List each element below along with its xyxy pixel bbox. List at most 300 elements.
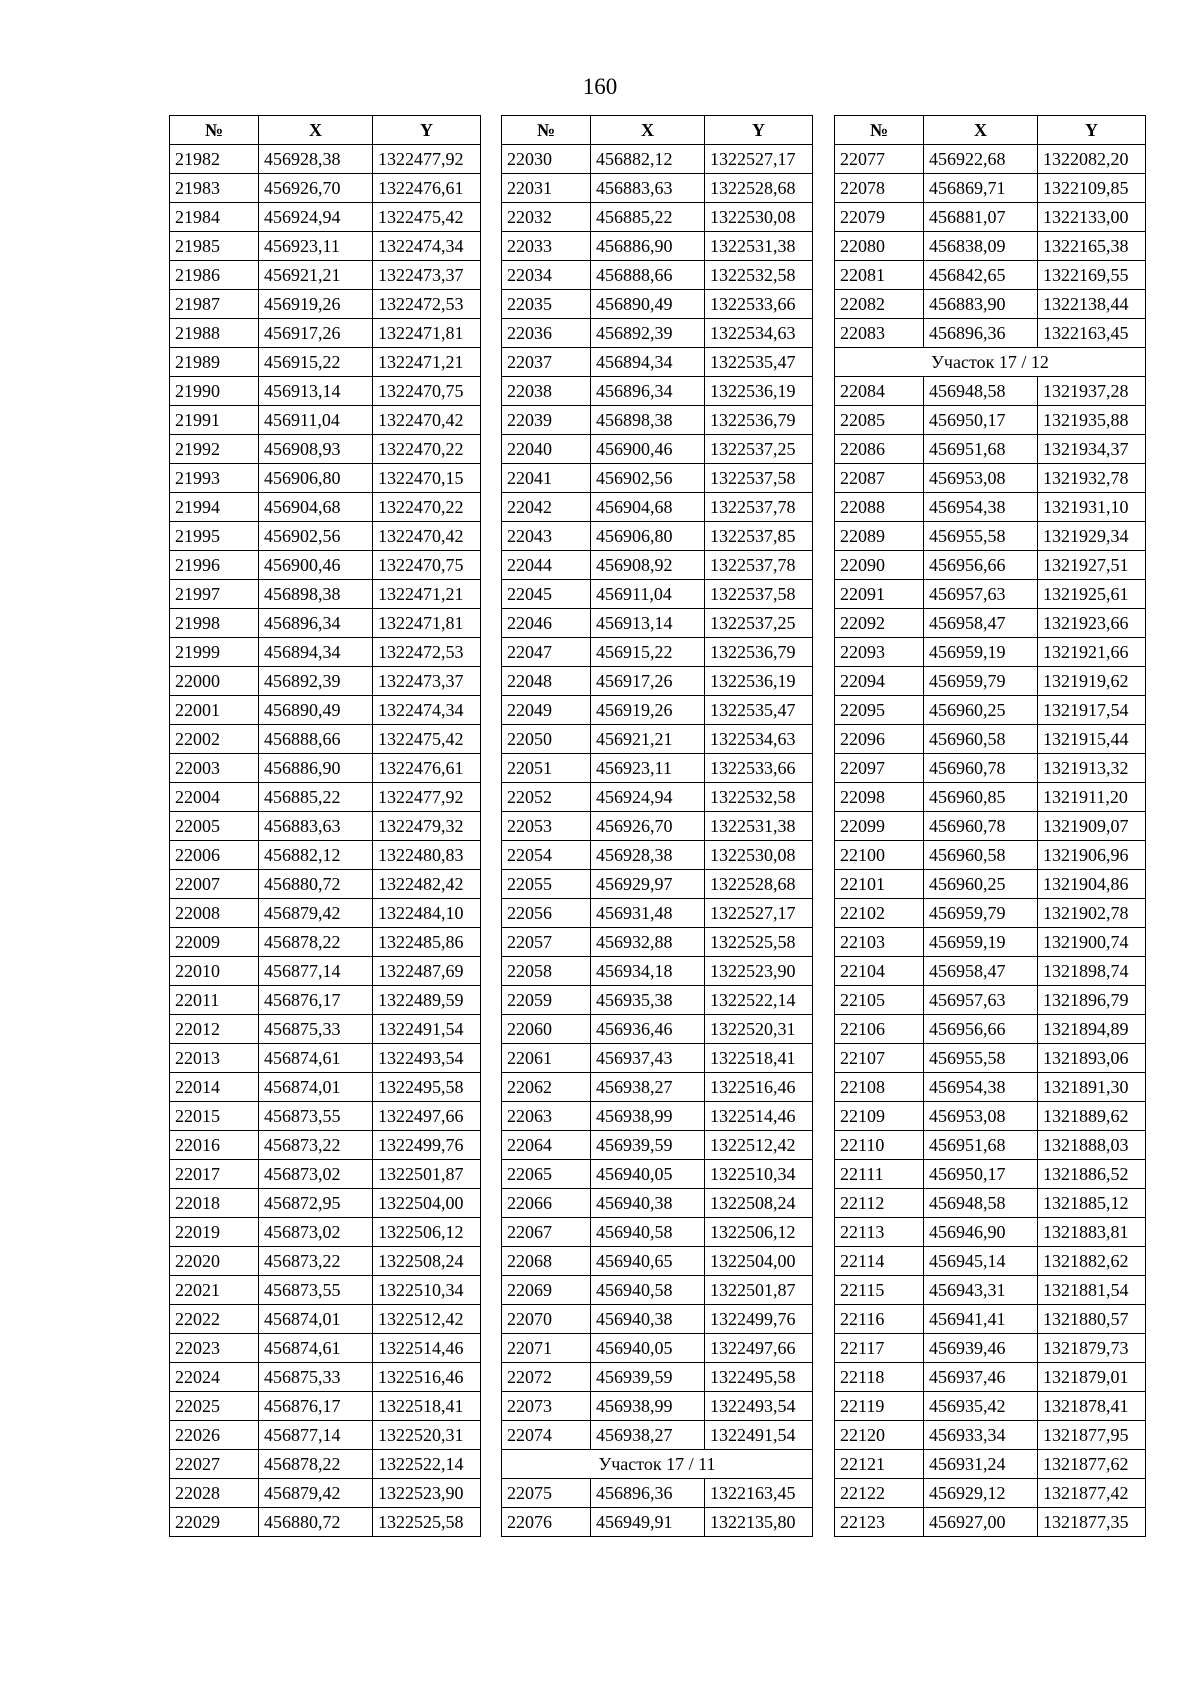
cell-y: 1322534,63	[705, 319, 813, 348]
cell-y: 1322470,75	[373, 377, 481, 406]
table-row	[170, 841, 481, 870]
cell-x: 456926,70	[259, 174, 373, 203]
cell-x: 456838,09	[924, 232, 1038, 261]
table-row	[502, 928, 813, 957]
cell-x: 456913,14	[591, 609, 705, 638]
cell-x: 456943,31	[924, 1276, 1038, 1305]
cell-number: 22059	[502, 986, 591, 1015]
cell-y: 1322479,32	[373, 812, 481, 841]
cell-number: 22118	[835, 1363, 924, 1392]
cell-y: 1322537,78	[705, 493, 813, 522]
cell-y: 1322480,83	[373, 841, 481, 870]
table-row	[835, 870, 1146, 899]
cell-y: 1322489,59	[373, 986, 481, 1015]
cell-y: 1322471,21	[373, 348, 481, 377]
table-row	[502, 203, 813, 232]
cell-number: 22096	[835, 725, 924, 754]
cell-number: 22109	[835, 1102, 924, 1131]
table-row	[170, 1305, 481, 1334]
page-number: 160	[582, 74, 618, 99]
cell-x: 456940,65	[591, 1247, 705, 1276]
cell-number: 21990	[170, 377, 259, 406]
cell-number: 22016	[170, 1131, 259, 1160]
cell-y: 1321900,74	[1038, 928, 1146, 957]
cell-number: 22091	[835, 580, 924, 609]
cell-y: 1322533,66	[705, 754, 813, 783]
table-row	[170, 870, 481, 899]
cell-x: 456940,58	[591, 1276, 705, 1305]
cell-x: 456886,90	[591, 232, 705, 261]
cell-y: 1322499,76	[373, 1131, 481, 1160]
cell-y: 1322109,85	[1038, 174, 1146, 203]
table-row	[170, 1508, 481, 1537]
cell-y: 1322470,22	[373, 493, 481, 522]
table-row	[835, 986, 1146, 1015]
table-row	[170, 1189, 481, 1218]
table-row	[170, 667, 481, 696]
cell-number: 22061	[502, 1044, 591, 1073]
cell-x: 456896,36	[924, 319, 1038, 348]
cell-y: 1321891,30	[1038, 1073, 1146, 1102]
table-row	[502, 1015, 813, 1044]
cell-number: 22028	[170, 1479, 259, 1508]
cell-number: 22067	[502, 1218, 591, 1247]
cell-number: 22027	[170, 1450, 259, 1479]
cell-number: 22082	[835, 290, 924, 319]
table-header-row	[502, 116, 813, 145]
cell-number: 22044	[502, 551, 591, 580]
table-row	[170, 1247, 481, 1276]
cell-x: 456888,66	[591, 261, 705, 290]
table-row	[502, 841, 813, 870]
table-row	[502, 1421, 813, 1450]
table-row	[502, 638, 813, 667]
cell-y: 1322501,87	[373, 1160, 481, 1189]
cell-x: 456945,14	[924, 1247, 1038, 1276]
cell-number: 22049	[502, 696, 591, 725]
table-row	[502, 899, 813, 928]
cell-x: 456919,26	[591, 696, 705, 725]
table-row	[835, 551, 1146, 580]
cell-y: 1322516,46	[705, 1073, 813, 1102]
cell-y: 1322537,25	[705, 609, 813, 638]
cell-number: 22062	[502, 1073, 591, 1102]
cell-x: 456928,38	[259, 145, 373, 174]
coordinates-table-1	[169, 115, 481, 1537]
cell-number: 22057	[502, 928, 591, 957]
cell-number: 22097	[835, 754, 924, 783]
table-row	[502, 232, 813, 261]
cell-number: 21984	[170, 203, 259, 232]
cell-y: 1322527,17	[705, 145, 813, 174]
cell-y: 1322504,00	[705, 1247, 813, 1276]
table-row	[170, 1102, 481, 1131]
table-row	[170, 957, 481, 986]
cell-x: 456883,63	[259, 812, 373, 841]
cell-x: 456894,34	[259, 638, 373, 667]
table-row	[170, 1334, 481, 1363]
table-row	[502, 580, 813, 609]
cell-y: 1321927,51	[1038, 551, 1146, 580]
cell-number: 21985	[170, 232, 259, 261]
cell-y: 1322537,58	[705, 464, 813, 493]
table-row	[502, 1479, 813, 1508]
cell-y: 1321902,78	[1038, 899, 1146, 928]
cell-y: 1322082,20	[1038, 145, 1146, 174]
cell-x: 456911,04	[591, 580, 705, 609]
cell-x: 456919,26	[259, 290, 373, 319]
cell-number: 22054	[502, 841, 591, 870]
table-row	[170, 203, 481, 232]
cell-number: 22079	[835, 203, 924, 232]
table-row	[835, 638, 1146, 667]
cell-x: 456938,99	[591, 1392, 705, 1421]
cell-y: 1322536,79	[705, 406, 813, 435]
cell-x: 456938,99	[591, 1102, 705, 1131]
cell-x: 456946,90	[924, 1218, 1038, 1247]
table-row	[170, 754, 481, 783]
table-row	[502, 522, 813, 551]
cell-y: 1322163,45	[1038, 319, 1146, 348]
cell-number: 22034	[502, 261, 591, 290]
cell-y: 1322477,92	[373, 145, 481, 174]
cell-x: 456960,78	[924, 812, 1038, 841]
cell-y: 1322531,38	[705, 232, 813, 261]
cell-x: 456906,80	[259, 464, 373, 493]
cell-y: 1322514,46	[373, 1334, 481, 1363]
table-row	[170, 1015, 481, 1044]
table-row	[835, 1421, 1146, 1450]
cell-y: 1322471,81	[373, 609, 481, 638]
table-row	[502, 377, 813, 406]
cell-x: 456938,27	[591, 1421, 705, 1450]
cell-number: 22089	[835, 522, 924, 551]
cell-x: 456874,61	[259, 1334, 373, 1363]
table-row	[170, 1392, 481, 1421]
cell-number: 22014	[170, 1073, 259, 1102]
cell-y: 1321880,57	[1038, 1305, 1146, 1334]
table-row	[502, 1363, 813, 1392]
table-row	[170, 261, 481, 290]
table-row	[835, 377, 1146, 406]
table-row	[502, 435, 813, 464]
cell-y: 1322493,54	[705, 1392, 813, 1421]
cell-number: 22039	[502, 406, 591, 435]
cell-x: 456873,55	[259, 1276, 373, 1305]
cell-x: 456881,07	[924, 203, 1038, 232]
cell-x: 456879,42	[259, 899, 373, 928]
cell-x: 456940,58	[591, 1218, 705, 1247]
cell-x: 456924,94	[591, 783, 705, 812]
cell-x: 456939,59	[591, 1131, 705, 1160]
table-row	[835, 464, 1146, 493]
cell-y: 1321898,74	[1038, 957, 1146, 986]
table-row	[835, 783, 1146, 812]
table-row	[835, 754, 1146, 783]
cell-x: 456959,79	[924, 667, 1038, 696]
table-row	[170, 319, 481, 348]
cell-y: 1322497,66	[373, 1102, 481, 1131]
cell-y: 1322474,34	[373, 696, 481, 725]
cell-x: 456877,14	[259, 957, 373, 986]
table-row	[835, 609, 1146, 638]
table-row	[502, 319, 813, 348]
cell-y: 1322537,25	[705, 435, 813, 464]
cell-y: 1322534,63	[705, 725, 813, 754]
table-row	[170, 493, 481, 522]
cell-x: 456937,46	[924, 1363, 1038, 1392]
cell-number: 22119	[835, 1392, 924, 1421]
cell-x: 456955,58	[924, 522, 1038, 551]
cell-x: 456960,58	[924, 841, 1038, 870]
cell-y: 1322472,53	[373, 290, 481, 319]
cell-number: 22075	[502, 1479, 591, 1508]
header-x: X	[924, 116, 1038, 145]
cell-y: 1322514,46	[705, 1102, 813, 1131]
cell-y: 1321877,62	[1038, 1450, 1146, 1479]
cell-x: 456873,55	[259, 1102, 373, 1131]
cell-y: 1322512,42	[373, 1305, 481, 1334]
table-row	[502, 812, 813, 841]
header-y: Y	[705, 116, 813, 145]
cell-y: 1321904,86	[1038, 870, 1146, 899]
cell-number: 22053	[502, 812, 591, 841]
cell-number: 22043	[502, 522, 591, 551]
cell-x: 456873,02	[259, 1160, 373, 1189]
table-row	[835, 1479, 1146, 1508]
cell-number: 22037	[502, 348, 591, 377]
cell-number: 22065	[502, 1160, 591, 1189]
cell-number: 22052	[502, 783, 591, 812]
cell-x: 456892,39	[591, 319, 705, 348]
cell-y: 1322495,58	[373, 1073, 481, 1102]
cell-y: 1322133,00	[1038, 203, 1146, 232]
table-row	[835, 290, 1146, 319]
cell-number: 22021	[170, 1276, 259, 1305]
cell-x: 456933,34	[924, 1421, 1038, 1450]
cell-x: 456873,22	[259, 1247, 373, 1276]
table-row	[835, 1508, 1146, 1537]
cell-x: 456936,46	[591, 1015, 705, 1044]
table-row	[502, 1044, 813, 1073]
cell-y: 1322138,44	[1038, 290, 1146, 319]
table-row	[835, 1160, 1146, 1189]
cell-y: 1322520,31	[705, 1015, 813, 1044]
cell-number: 22010	[170, 957, 259, 986]
table-row	[835, 406, 1146, 435]
cell-x: 456896,34	[591, 377, 705, 406]
cell-number: 22038	[502, 377, 591, 406]
cell-y: 1322135,80	[705, 1508, 813, 1537]
cell-number: 22117	[835, 1334, 924, 1363]
cell-x: 456898,38	[591, 406, 705, 435]
cell-x: 456894,34	[591, 348, 705, 377]
cell-x: 456878,22	[259, 928, 373, 957]
cell-y: 1322470,42	[373, 406, 481, 435]
cell-y: 1322508,24	[373, 1247, 481, 1276]
cell-y: 1321937,28	[1038, 377, 1146, 406]
cell-number: 22106	[835, 1015, 924, 1044]
cell-y: 1322484,10	[373, 899, 481, 928]
cell-number: 22113	[835, 1218, 924, 1247]
cell-number: 22108	[835, 1073, 924, 1102]
cell-y: 1322512,42	[705, 1131, 813, 1160]
cell-y: 1321911,20	[1038, 783, 1146, 812]
header-x: X	[259, 116, 373, 145]
cell-x: 456908,92	[591, 551, 705, 580]
table-row	[835, 1044, 1146, 1073]
cell-y: 1322474,34	[373, 232, 481, 261]
table-row	[170, 1073, 481, 1102]
cell-y: 1321879,01	[1038, 1363, 1146, 1392]
cell-number: 22045	[502, 580, 591, 609]
cell-number: 22122	[835, 1479, 924, 1508]
cell-y: 1322501,87	[705, 1276, 813, 1305]
cell-y: 1322165,38	[1038, 232, 1146, 261]
header-number: №	[170, 116, 259, 145]
table-row	[835, 1247, 1146, 1276]
cell-x: 456954,38	[924, 1073, 1038, 1102]
cell-y: 1322525,58	[705, 928, 813, 957]
table-row	[835, 1073, 1146, 1102]
cell-number: 22033	[502, 232, 591, 261]
cell-number: 22008	[170, 899, 259, 928]
cell-y: 1322522,14	[373, 1450, 481, 1479]
table-row	[502, 1392, 813, 1421]
cell-y: 1322520,31	[373, 1421, 481, 1450]
cell-x: 456923,11	[591, 754, 705, 783]
table-row	[835, 1276, 1146, 1305]
cell-y: 1322516,46	[373, 1363, 481, 1392]
cell-y: 1322473,37	[373, 261, 481, 290]
cell-number: 22047	[502, 638, 591, 667]
cell-number: 22060	[502, 1015, 591, 1044]
table-row	[835, 493, 1146, 522]
section-label: Участок 17 / 12	[835, 348, 1146, 377]
cell-y: 1321932,78	[1038, 464, 1146, 493]
cell-number: 22120	[835, 1421, 924, 1450]
coordinates-table-3	[834, 115, 1146, 1537]
table-row	[502, 754, 813, 783]
table-row	[502, 1189, 813, 1218]
cell-y: 1322475,42	[373, 725, 481, 754]
cell-number: 22019	[170, 1218, 259, 1247]
table-row	[170, 1276, 481, 1305]
header-number: №	[502, 116, 591, 145]
cell-number: 22104	[835, 957, 924, 986]
cell-number: 22081	[835, 261, 924, 290]
cell-x: 456873,02	[259, 1218, 373, 1247]
cell-number: 22111	[835, 1160, 924, 1189]
cell-y: 1322499,76	[705, 1305, 813, 1334]
cell-number: 22015	[170, 1102, 259, 1131]
cell-number: 22069	[502, 1276, 591, 1305]
table-row	[835, 1015, 1146, 1044]
table-row	[170, 899, 481, 928]
cell-y: 1321894,89	[1038, 1015, 1146, 1044]
cell-x: 456928,38	[591, 841, 705, 870]
cell-x: 456955,58	[924, 1044, 1038, 1073]
cell-x: 456958,47	[924, 957, 1038, 986]
table-row	[502, 986, 813, 1015]
table-row	[835, 899, 1146, 928]
table-row	[170, 812, 481, 841]
cell-y: 1321925,61	[1038, 580, 1146, 609]
cell-number: 22051	[502, 754, 591, 783]
table-row	[835, 812, 1146, 841]
cell-number: 22123	[835, 1508, 924, 1537]
table-row	[170, 522, 481, 551]
table-row	[502, 1218, 813, 1247]
cell-number: 22116	[835, 1305, 924, 1334]
cell-number: 22017	[170, 1160, 259, 1189]
table-row	[835, 319, 1146, 348]
cell-x: 456902,56	[591, 464, 705, 493]
cell-number: 22103	[835, 928, 924, 957]
cell-y: 1322470,75	[373, 551, 481, 580]
cell-x: 456960,25	[924, 696, 1038, 725]
cell-x: 456940,05	[591, 1160, 705, 1189]
table-row	[835, 1392, 1146, 1421]
cell-y: 1322527,17	[705, 899, 813, 928]
cell-number: 22093	[835, 638, 924, 667]
cell-number: 22056	[502, 899, 591, 928]
cell-x: 456902,56	[259, 522, 373, 551]
cell-x: 456900,46	[591, 435, 705, 464]
cell-x: 456957,63	[924, 986, 1038, 1015]
cell-y: 1322470,42	[373, 522, 481, 551]
table-row	[835, 1102, 1146, 1131]
cell-number: 22110	[835, 1131, 924, 1160]
table-row	[835, 145, 1146, 174]
cell-x: 456948,58	[924, 377, 1038, 406]
cell-x: 456926,70	[591, 812, 705, 841]
table-row	[502, 1073, 813, 1102]
table-row	[502, 464, 813, 493]
table-row	[835, 696, 1146, 725]
table-row	[835, 957, 1146, 986]
cell-y: 1322523,90	[705, 957, 813, 986]
cell-number: 22072	[502, 1363, 591, 1392]
header-y: Y	[373, 116, 481, 145]
cell-number: 22076	[502, 1508, 591, 1537]
table-row	[170, 1131, 481, 1160]
cell-number: 22074	[502, 1421, 591, 1450]
cell-number: 22013	[170, 1044, 259, 1073]
cell-number: 22085	[835, 406, 924, 435]
cell-x: 456908,93	[259, 435, 373, 464]
cell-x: 456882,12	[591, 145, 705, 174]
cell-number: 22004	[170, 783, 259, 812]
cell-x: 456878,22	[259, 1450, 373, 1479]
cell-y: 1321888,03	[1038, 1131, 1146, 1160]
cell-y: 1322472,53	[373, 638, 481, 667]
cell-number: 22005	[170, 812, 259, 841]
cell-y: 1322531,38	[705, 812, 813, 841]
table-row	[502, 667, 813, 696]
cell-x: 456917,26	[591, 667, 705, 696]
cell-y: 1322537,85	[705, 522, 813, 551]
table-row	[835, 435, 1146, 464]
table-row	[835, 1305, 1146, 1334]
cell-x: 456939,46	[924, 1334, 1038, 1363]
coordinates-table-2	[501, 115, 813, 1537]
cell-number: 22002	[170, 725, 259, 754]
cell-y: 1321909,07	[1038, 812, 1146, 841]
cell-number: 22070	[502, 1305, 591, 1334]
table-row	[170, 435, 481, 464]
cell-y: 1321886,52	[1038, 1160, 1146, 1189]
